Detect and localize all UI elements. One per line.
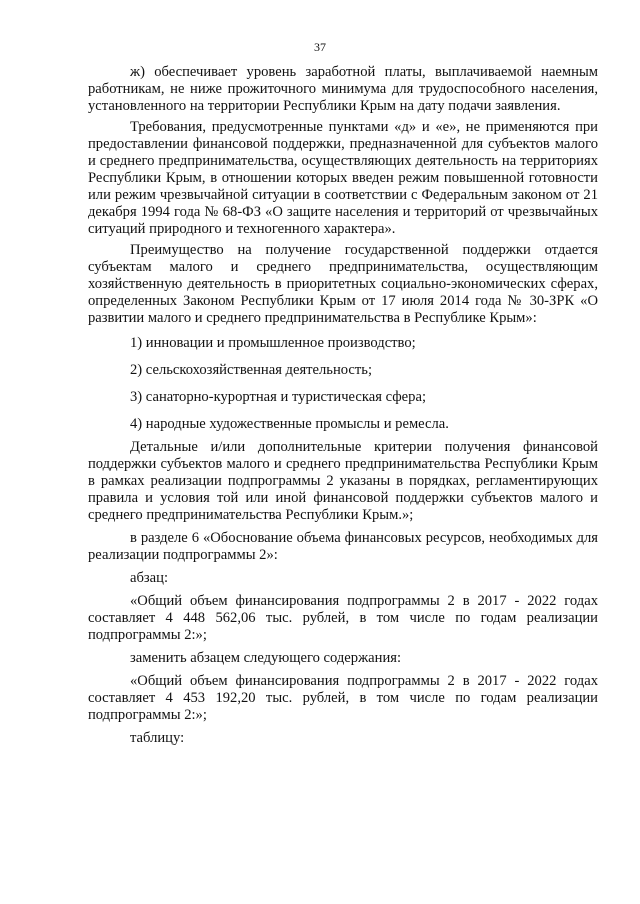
paragraph-requirements-exemption: Требования, предусмотренные пунктами «д» и «е», не применяются при предоставлении финансовой поддержки, предназначенной для субъектов малого и среднего предпринимательства, осуществляющих деятельность на территориях Республики Крым, в отношении которых введен режим повышенной готовности или режим чрезвычайной ситуации в соответствии с Федеральным законом от 21 декабря 1994 года № 68-ФЗ «О защите населения и территорий от чрезвычайных ситуаций природного и техногенного характера». bbox=[88, 119, 598, 237]
paragraph-table: таблицу: bbox=[130, 730, 185, 746]
document-body bbox=[88, 64, 598, 747]
paragraph-detailed-criteria: Детальные и/или дополнительные критерии получения финансовой поддержки субъектов малого и среднего предпринимательства Республики Крым в рамках реализации подпрограммы 2 указаны в порядках, регламентирующих правила и условия той или иной финансовой поддержки субъектов малого и среднего предпринимательства Республики Крым.»; bbox=[88, 439, 598, 523]
list-item: 4) народные художественные промыслы и ремесла. bbox=[130, 416, 449, 432]
paragraph-requirement-zh: ж) обеспечивает уровень заработной платы, выплачиваемой наемным работникам, не ниже прожиточного минимума для трудоспособного населения, установленного на территории Республики Крым на дату подачи заявления. bbox=[88, 64, 598, 114]
list-item: 1) инновации и промышленное производство; bbox=[130, 335, 416, 351]
paragraph-new-funding: «Общий объем финансирования подпрограммы 2 в 2017 - 2022 годах составляет 4 453 192,20 тыс. рублей, в том числе по годам реализации подпрограммы 2:»; bbox=[88, 673, 598, 723]
paragraph-section-6: в разделе 6 «Обоснование объема финансовых ресурсов, необходимых для реализации подпрограммы 2»: bbox=[88, 530, 598, 563]
page-number: 37 bbox=[314, 40, 326, 54]
list-item: 2) сельскохозяйственная деятельность; bbox=[130, 362, 373, 378]
paragraph-priority-support: Преимущество на получение государственной поддержки отдается субъектам малого и среднего предпринимательства, осуществляющим хозяйственную деятельность в приоритетных социально-экономических сферах, определенных Законом Республики Крым от 17 июля 2014 года № 30-ЗРК «О развитии малого и среднего предпринимательства в Республике Крым»: bbox=[88, 242, 598, 326]
list-item: 3) санаторно-курортная и туристическая сфера; bbox=[130, 389, 426, 405]
paragraph-old-funding: «Общий объем финансирования подпрограммы 2 в 2017 - 2022 годах составляет 4 448 562,06 тыс. рублей, в том числе по годам реализации подпрограммы 2:»; bbox=[88, 593, 598, 643]
paragraph-abzats: абзац: bbox=[130, 570, 169, 586]
priority-spheres-list bbox=[88, 335, 598, 433]
paragraph-replace-with: заменить абзацем следующего содержания: bbox=[130, 650, 402, 666]
